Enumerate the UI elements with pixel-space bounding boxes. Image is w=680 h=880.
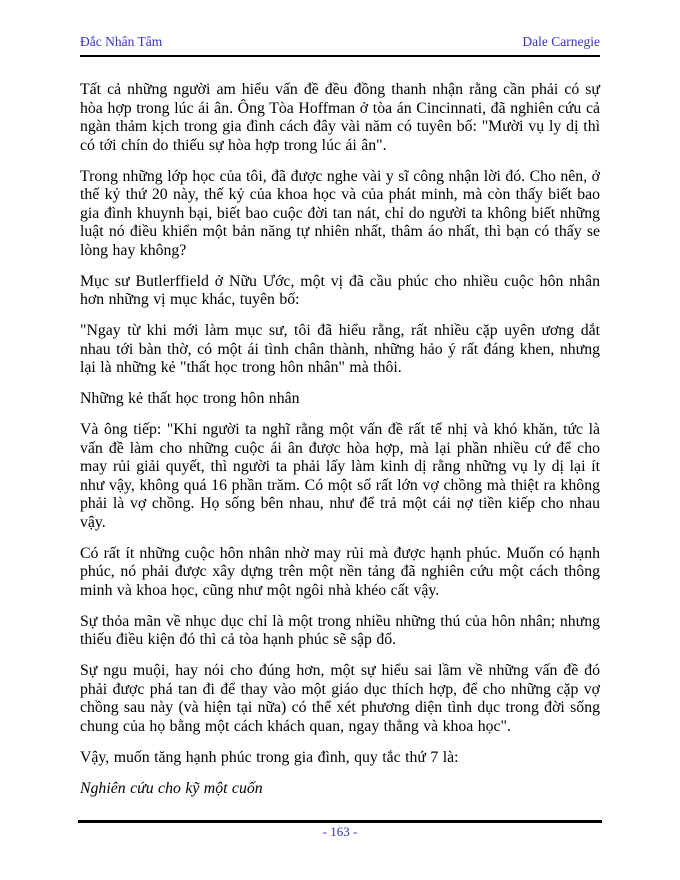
- page-footer: [78, 820, 602, 840]
- body-paragraph: Trong những lớp học của tôi, đã được nghe vài y sĩ công nhận lời đó. Cho nên, ở thế kỷ thứ 20 này, thế kỷ của khoa học và của phát minh, mà còn thấy biết bao gia đình khuynh bại, biết bao cuộc đời tan nát, chỉ do người ta không biết những luật nó điều khiển một bản năng tự nhiên nhất, thâm áo nhất, thì bạn có thấy se lòng hay không?: [80, 167, 600, 259]
- footer-rule: [78, 820, 602, 823]
- body-paragraph: Có rất ít những cuộc hôn nhân nhờ may rủi mà được hạnh phúc. Muốn có hạnh phúc, nó phải được xây dựng trên một nền tảng đã nghiên cứu một cách thông minh và khoa học, cũng như một ngôi nhà khéo cất vậy.: [80, 544, 600, 599]
- body-paragraph: Sự thỏa mãn về nhục dục chỉ là một trong nhiều những thú của hôn nhân; nhưng thiếu điều kiện đó thì cả tòa hạnh phúc sẽ sập đổ.: [80, 612, 600, 648]
- page-header: [80, 34, 600, 57]
- body-paragraph: Tất cả những người am hiểu vấn đề đều đồng thanh nhận rằng cần phải có sự hòa hợp trong lúc ái ân. Ông Tòa Hoffman ở tòa án Cincinnati, đã nghiên cứu cả ngàn thảm kịch trong gia đình cách đây vài năm có tuyên bố: "Mười vụ ly dị thì có tới chín do thiếu sự hòa hợp trong lúc ái ân".: [80, 81, 600, 154]
- body-paragraph: Và ông tiếp: "Khi người ta nghĩ rằng một vấn đề rất tế nhị và khó khăn, tức là vấn đề làm cho những cuộc ái ân được hòa hợp, mà lại phần nhiều cứ để cho may rủi giải quyết, thì người ta phải lấy làm kinh dị rằng những vụ ly dị lại ít như vậy, không quá 16 phần trăm. Có một số rất lớn vợ chồng mà thiệt ra không phải là vợ chồng. Họ sống bên nhau, như để trả một cái nợ tiền kiếp cho nhau vậy.: [80, 421, 600, 531]
- page-body-text: [80, 81, 600, 811]
- rule-seven-intro-line: Vậy, muốn tăng hạnh phúc trong gia đình, quy tắc thứ 7 là:: [80, 748, 459, 766]
- body-paragraph: Sự ngu muội, hay nói cho đúng hơn, một sự hiểu sai lầm về những vấn đề đó phải được phá tan đi để thay vào một giáo dục thích hợp, để cho những cặp vợ chồng sau này (và hiện tại nữa) có thể xét phương diện tình dục trong đời sống chung của họ bằng một cách khách quan, ngay thẳng và khoa học".: [80, 662, 600, 735]
- header-author: Dale Carnegie: [522, 34, 600, 49]
- section-heading-line: Những kẻ thất học trong hôn nhân: [80, 390, 300, 407]
- page-number: - 163 -: [322, 824, 358, 839]
- header-rule: [80, 55, 600, 57]
- body-paragraph: Mục sư Butlerffield ở Nữu Ước, một vị đã cầu phúc cho nhiều cuộc hôn nhân hơn những vị mục khác, tuyên bố:: [80, 272, 600, 308]
- header-book-title: Đắc Nhân Tâm: [80, 34, 163, 49]
- body-paragraph: "Ngay từ khi mới làm mục sư, tôi đã hiểu rằng, rất nhiều cặp uyên ương dắt nhau tới bàn thờ, có một ái tình chân thành, những hảo ý rất đáng khen, nhưng lại là những kẻ "thất học trong hôn nhân" mà thôi.: [80, 322, 600, 376]
- italic-closing-line: Nghiên cứu cho kỹ một cuốn: [80, 779, 263, 797]
